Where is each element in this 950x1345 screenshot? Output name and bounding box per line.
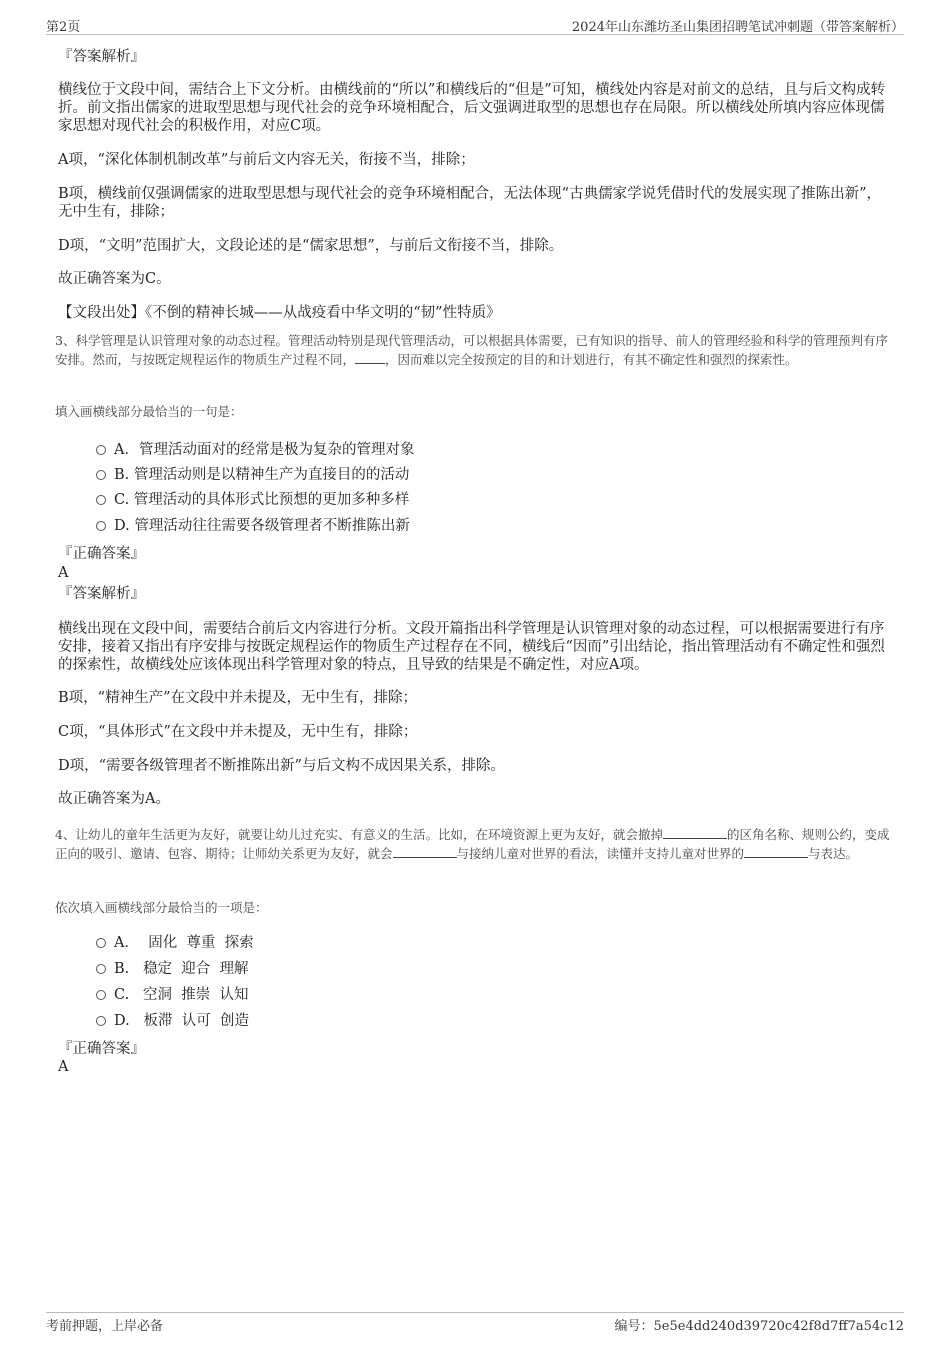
question-4-prompt: 依次填入画横线部分最恰当的一项是： — [55, 900, 268, 915]
page-number: 第2页 — [46, 20, 81, 35]
correct-answer-label: 『正确答案』 — [58, 546, 145, 562]
radio-button[interactable] — [96, 495, 106, 505]
radio-button[interactable] — [96, 964, 106, 974]
q3-option-b[interactable]: B. 管理活动则是以精神生产为直接目的的活动 — [96, 466, 409, 484]
correct-answer-label: 『正确答案』 — [58, 1041, 145, 1057]
radio-button[interactable] — [96, 445, 106, 455]
page-header — [46, 16, 904, 35]
answer-blank — [744, 845, 808, 858]
radio-button[interactable] — [96, 990, 106, 1000]
q3-option-a[interactable]: A．管理活动面对的经常是极为复杂的管理对象 — [96, 441, 414, 459]
page-footer — [46, 1312, 904, 1334]
q4-option-a[interactable]: A． 固化 尊重 探索 — [96, 934, 254, 952]
radio-button[interactable] — [96, 938, 106, 948]
radio-button[interactable] — [96, 1016, 106, 1026]
option-a-explanation: A项，“深化体制机制改革”与前后文内容无关，衔接不当，排除； — [58, 152, 475, 168]
q4-option-d[interactable]: D. 板滞 认可 创造 — [96, 1012, 249, 1030]
option-d-explanation: D项，“需要各级管理者不断推陈出新”与后文构不成因果关系，排除。 — [58, 758, 505, 774]
source-citation: 【文段出处】《不倒的精神长城——从战疫看中华文明的“韧”性特质》 — [58, 305, 501, 321]
radio-button[interactable] — [96, 521, 106, 531]
question-3-stem: 3、科学管理是认识管理对象的动态过程。管理活动特别是现代管理活动，可以根据具体需要，已有知识的指导、前人的管理经验和科学的管理预判有序安排。然而，与按既定规程运作的物质生产过程不同， ，因而难以完全按预定的目的和计划进行，有其不确定性和强烈的探索性。 — [55, 333, 888, 367]
q4-option-b[interactable]: B. 稳定 迎合 理解 — [96, 960, 249, 978]
correct-answer: A — [58, 565, 69, 581]
option-d-explanation: D项，“文明”范围扩大，文段论述的是“儒家思想”，与前后文衔接不当，排除。 — [58, 238, 564, 254]
footer-slogan: 考前押题，上岸必备 — [46, 1319, 164, 1334]
analysis-label: 『答案解析』 — [58, 49, 145, 65]
analysis-text: 横线位于文段中间，需结合上下文分析。由横线前的“所以”和横线后的“但是”可知，横线处内容是对前文的总结，且与后文构成转折。前文指出儒家的进取型思想与现代社会的竞争环境相配合，后文强调进取型的思想也存在局限。所以横线处所填内容应体现儒家思想对现代社会的积极作用，对应C项。 — [58, 82, 886, 134]
answer-blank — [663, 826, 727, 839]
analysis-label: 『答案解析』 — [58, 586, 145, 602]
option-c-explanation: C项，“具体形式”在文段中并未提及，无中生有，排除； — [58, 724, 418, 740]
answer-blank — [355, 351, 385, 364]
footer-serial: 编号：5e5e4dd240d39720c42f8d7ff7a54c12 — [614, 1319, 904, 1334]
q3-option-c[interactable]: C. 管理活动的具体形式比预想的更加多种多样 — [96, 491, 409, 509]
analysis-text: 横线出现在文段中间，需要结合前后文内容进行分析。文段开篇指出科学管理是认识管理对象的动态过程，可以根据需要进行有序安排，接着又指出有序安排与按既定规程运作的物质生产过程存在不同，横线后“因而”引出结论，指出管理活动有不确定性和强烈的探索性，故横线处应该体现出科学管理对象的特点，且导致的结果是不确定性，对应A项。 — [58, 621, 885, 673]
conclusion: 故正确答案为A。 — [58, 791, 170, 807]
radio-button[interactable] — [96, 470, 106, 480]
answer-blank — [393, 845, 457, 858]
question-4-stem: 4、让幼儿的童年生活更为友好，就要让幼儿过充实、有意义的生活。比如，在环境资源上更为友好，就会撤掉 的区角名称、规则公约，变成正向的吸引、邀请、包容、期待；让师幼关系更为友好，就会 与接纳儿童对世界的看法，读懂并支持儿童对世界的 与表达。 — [55, 827, 890, 861]
q3-option-d[interactable]: D. 管理活动往往需要各级管理者不断推陈出新 — [96, 517, 410, 535]
document-title: 2024年山东潍坊圣山集团招聘笔试冲刺题（带答案解析） — [571, 20, 904, 35]
question-3-prompt: 填入画横线部分最恰当的一句是： — [55, 404, 243, 419]
option-b-explanation: B项，“精神生产”在文段中并未提及，无中生有，排除； — [58, 690, 417, 706]
correct-answer: A — [58, 1059, 69, 1075]
conclusion: 故正确答案为C。 — [58, 271, 171, 287]
q4-option-c[interactable]: C. 空洞 推崇 认知 — [96, 986, 248, 1004]
option-b-explanation: B项，横线前仅强调儒家的进取型思想与现代社会的竞争环境相配合，无法体现“古典儒家学说凭借时代的发展实现了推陈出新”，无中生有，排除； — [58, 186, 881, 220]
